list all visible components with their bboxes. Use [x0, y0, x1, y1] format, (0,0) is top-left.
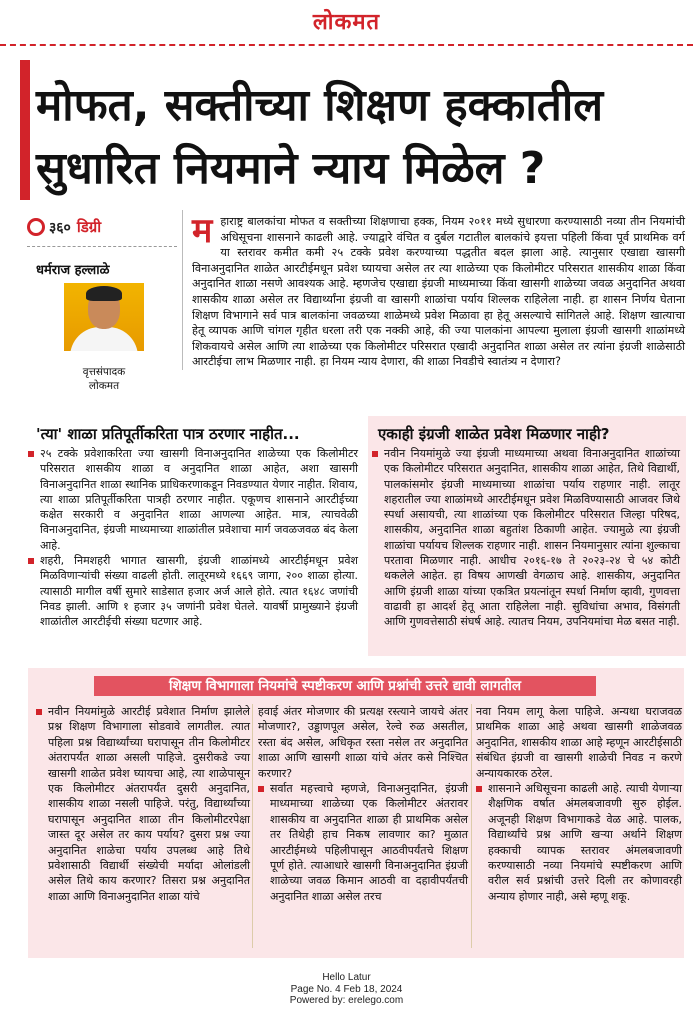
right-section-body — [372, 446, 680, 630]
left-section-body — [28, 446, 358, 630]
author-name: धर्मराज हल्लाळे — [36, 263, 110, 278]
intro-text: हाराष्ट्र बालकांचा मोफत व सक्तीच्या शिक्षणाचा हक्क, नियम २०११ मध्ये सुधारणा करण्यासाठी नव्या तीन नियमांची अधिसूचना शासनाने काढली आहे. ज्याद्वारे वंचित व दुर्बल गटातील बालकांचे इयत्ता पहिली किंवा पूर्व प्राथमिक वर्ग या स्तरावर कमीत कमी २५ टक्के प्रवेश करण्याच्या पद्धतीत बदल झाला आहे. त्यानुसार एखाद्या खासगी विनाअनुदानित शाळेत आरटीईमधून प्रवेश घ्यायचा असेल तर त्या शाळेच्या एक किलोमीटर परिसरात शासकीय शाळा किंवा अनुदानित शाळा नसणे आवश्यक आहे. म्हणजेच एखाद्या इंग्रजी माध्यमाच्या किंवा खासगी शाळेच्या जवळ अनुदानित अथवा शासकीय शाळा असेल तर विद्यार्थ्यांना इंग्रजी वा खासगी शाळांचा पर्याय शिल्लक राहिलेला नाही. हा शासन निर्णय घेताना शिक्षण विभागाने सर्व पात्र बालकांना जवळच्या शाळेमध्ये प्रवेश मिळावा हा हेतू असल्याचे सांगितले आहे. शिक्षण खात्याचा हेतू व्यापक आणि चांगल गृहीत धरला तरी एक नक्की आहे, की ज्या पालकांना आपल्या मुलाला इंग्रजी खासगी शाळांमध्ये शिकवायचे असेल आणि त्या शाळेच्या एक किलोमीटर परिसरात एखादी अनुदानित शाळा असेल तर त्यांना इंग्रजी शाळेसाठी आरटीईचा लाभ मिळणार नाही. हा नियम न्याय देणारा, की शाळा निवडीचे स्वातंत्र्य न देणारा? — [192, 215, 685, 369]
author-photo — [64, 283, 144, 351]
bottom-column-3 — [476, 704, 682, 904]
list-item: शहरी, निमशहरी भागात खासगी, इंग्रजी शाळांमध्ये आरटीईमधून प्रवेश मिळविणाऱ्यांची संख्या वाढली होती. लातूरमध्ये १६६९ जागा, २०० शाळा होत्या. त्यासाठी मागील वर्षी सुमारे साडेसात हजार अर्ज आले होते. त्यात १६४८ जणांची निवड झाली. आणि १ हजार ३५ जणांनी प्रवेश घेतले. यावर्षी प्रामुख्याने इंग्रजी शाळांतील आरटीईची संख्या घटणार आहे. — [28, 553, 358, 629]
author-role — [64, 365, 144, 393]
column-divider — [27, 246, 177, 247]
column-number: ३६० — [49, 219, 71, 236]
bullet-icon — [28, 451, 34, 457]
intro-paragraph — [192, 211, 685, 370]
author-role-title: वृत्तसंपादक — [82, 366, 126, 378]
list-item: नवीन नियमांमुळे आरटीई प्रवेशात निर्माण झालेले प्रश्न शिक्षण विभागाला सोडवावे लागतील. त्यात पहिला प्रश्न विद्यार्थ्यांच्या घरापासून तीन किलोमीटर अंतरापर्यंत शाळा असली पाहिजे. दुसरीकडे ज्या खासगी शाळेत प्रवेश घ्यायचा आहे, त्या शाळेपासून एक किलोमीटर अंतरापर्यंत दुसरी अनुदानित, शासकीय शाळा नसली पाहिजे. परंतु, विद्यार्थ्यांच्या घरापासून अनुदानित शाळा तीन किलोमीटरपेक्षा जास्त दूर असेल तर काय पर्याय? दुसरा प्रश्न ज्या अनुदानित शाळेचा पर्याय उपलब्ध आहे तिथे प्रवेशासाठी विद्यार्थी संख्येची मर्यादा ओलांडली असेल तिथे काय करणार? तिसरा प्रश्न अनुदानित शाळा आणि विनाअनुदानित शाळा यांचे — [36, 704, 250, 904]
right-section-title: एकाही इंग्रजी शाळेत प्रवेश मिळणार नाही? — [378, 425, 610, 443]
list-item: सर्वात महत्त्वाचे म्हणजे, विनाअनुदानित, इंग्रजी माध्यमाच्या शाळेच्या एक किलोमीटर अंतरावर शासकीय वा अनुदानित शाळा ही प्राथमिक असेल तर तिथेही हाच निकष लावणार का? मुळात आरटीईमध्ये पहिलीपासून आठवीपर्यंतचे शिक्षण पूर्ण होते. त्याआधारे खासगी विनाअनुदानित इंग्रजी शाळेच्या जवळ किमान आठवी वा दहावीपर्यंतची अनुदानित शाळा असेल तरच — [258, 781, 468, 904]
bottom-column-1 — [36, 704, 250, 904]
bullet-icon — [36, 709, 42, 715]
column-badge — [27, 216, 101, 238]
bottom-column-2 — [258, 704, 468, 904]
lokmat-logo: लोकमत — [312, 9, 381, 35]
headline-accent-bar — [20, 60, 30, 200]
headline-line-2: सुधारित नियमाने न्याय मिळेल ? — [36, 143, 546, 194]
intro-dropcap: म — [192, 211, 213, 251]
list-item: नवा नियम लागू केला पाहिजे. अन्यथा घराजवळ प्राथमिक शाळा आहे अथवा खासगी शाळेजवळ अनुदानित, शासकीय शाळा आहे म्हणून आरटीईसाठी संबंधित इंग्रजी वा खासगी शाळेची निवड न करणे अन्यायकारक ठरेल. — [476, 705, 682, 780]
masthead — [0, 6, 693, 40]
masthead-divider — [0, 44, 693, 46]
column-word: डिग्री — [76, 218, 102, 236]
footer-page-date: Page No. 4 Feb 18, 2024 — [290, 983, 403, 995]
list-item: शासनाने अधिसूचना काढली आहे. त्याची येणाऱ्या शैक्षणिक वर्षात अंमलबजावणी सुरु होईल. अजूनही शिक्षण विभागाकडे वेळ आहे. पालक, विद्यार्थ्यांचे प्रश्न आणि खऱ्या अर्थाने शिक्षण हक्काची व्यापक स्तरावर अंमलबजावणी करण्यासाठी नव्या नियमांचे स्पष्टीकरण आणि वरील सर्व प्रश्नांची उत्तरे दिली तर कोणावरही अन्याय होणार नाही, असे म्हणू शकू. — [476, 781, 682, 904]
footer-powered-by: Powered by: erelego.com — [289, 995, 404, 1006]
bullet-icon — [372, 451, 378, 457]
list-item: हवाई अंतर मोजणार की प्रत्यक्ष रस्त्याने जायचे अंतर मोजणार?, उड्डाणपूल असेल, रेल्वे रुळ असतील, रस्ता बंद असेल, अधिकृत रस्ता नसेल तर अनुदानित शाळा आणि खासगी शाळा यांचे अंतर कसे निश्चित करणार? — [258, 705, 468, 780]
headline — [36, 74, 686, 200]
bullet-icon — [258, 786, 264, 792]
column-divider-2 — [471, 704, 472, 948]
rotate-circle-icon — [27, 218, 45, 236]
left-section-title: 'त्या' शाळा प्रतिपूर्तीकरिता पात्र ठरणार नाहीत... — [36, 425, 300, 443]
intro-divider — [182, 210, 183, 370]
bullet-icon — [476, 786, 482, 792]
list-item: नवीन नियमांमुळे ज्या इंग्रजी माध्यमाच्या अथवा विनाअनुदानित शाळांच्या एक किलोमीटर परिसरात अनुदानित, शासकीय शाळा आहेत, तिथे विद्यार्थी, पालकांसमोर इंग्रजी माध्यमाच्या शाळांचा पर्याय राहणार नाही. लातूर शहरातील ज्या शाळांमध्ये आरटीईमधून प्रवेश मिळविण्यासाठी आजवर जिथे स्पर्धा असायची, त्या शाळांच्या एक किलोमीटर परिसरात जिल्हा परिषद, शासकीय, अनुदानित शाळा बहुतांश ठिकाणी आहेत. ज्यामुळे त्या इंग्रजी शाळांचा पर्यायच शिल्लक राहणार नाही. शासन नियमानुसार त्यांना शुल्काचा परतावा मिळणार नाही. आधीच २०१६-१७ ते २०२३-२४ चे ५४ कोटी थकलेले आहेत. हा विषय आणखी वेगळाच आहे. शासकीय, अनुदानित आणि इंग्रजी शाळा यांच्या एकत्रित प्रयत्नांतून स्पर्धा निर्माण व्हावी, गुणवत्ता वाढावी हा आदर्श हेतू आता राहिलेला नाही. सुविधांचा अभाव, विसंगती आणि गुणवत्तेसाठी संघर्ष आहे. त्यातच नियम, उपनियमांचा मेळ बसत नाही. — [372, 446, 680, 630]
page-footer — [0, 972, 693, 1007]
headline-line-1: मोफत, सक्तीच्या शिक्षण हक्कातील — [36, 80, 604, 131]
column-divider-1 — [252, 704, 253, 948]
footer-edition: Hello Latur — [322, 972, 371, 983]
list-item: २५ टक्के प्रवेशाकरिता ज्या खासगी विनाअनुदानित शाळेच्या एक किलोमीटर परिसरात शासकीय शाळा व अनुदानित शाळा आहेत, अशा खासगी विनाअनुदानित शाळा स्थानिक प्राधिकरणाकडून निवडण्यात येणार नाहीत. शिवाय, त्या शाळा प्रतिपूर्तीकरिता पात्रही ठरणार नाहीत. एकूणच शासनाने आरटीईच्या कक्षेत सरकारी व अनुदानित शाळा आणल्या आहेत. मात्र, त्याचवेळी विनाअनुदानित, इंग्रजी माध्यमाच्या शाळांतील प्रवेशाचा मार्ग जवळजवळ बंद केला आहे. — [28, 446, 358, 553]
bottom-section-banner: शिक्षण विभागाला नियमांचे स्पष्टीकरण आणि प्रश्नांची उत्तरे द्यावी लागतील — [94, 676, 596, 696]
author-role-org: लोकमत — [88, 380, 120, 392]
bullet-icon — [28, 558, 34, 564]
